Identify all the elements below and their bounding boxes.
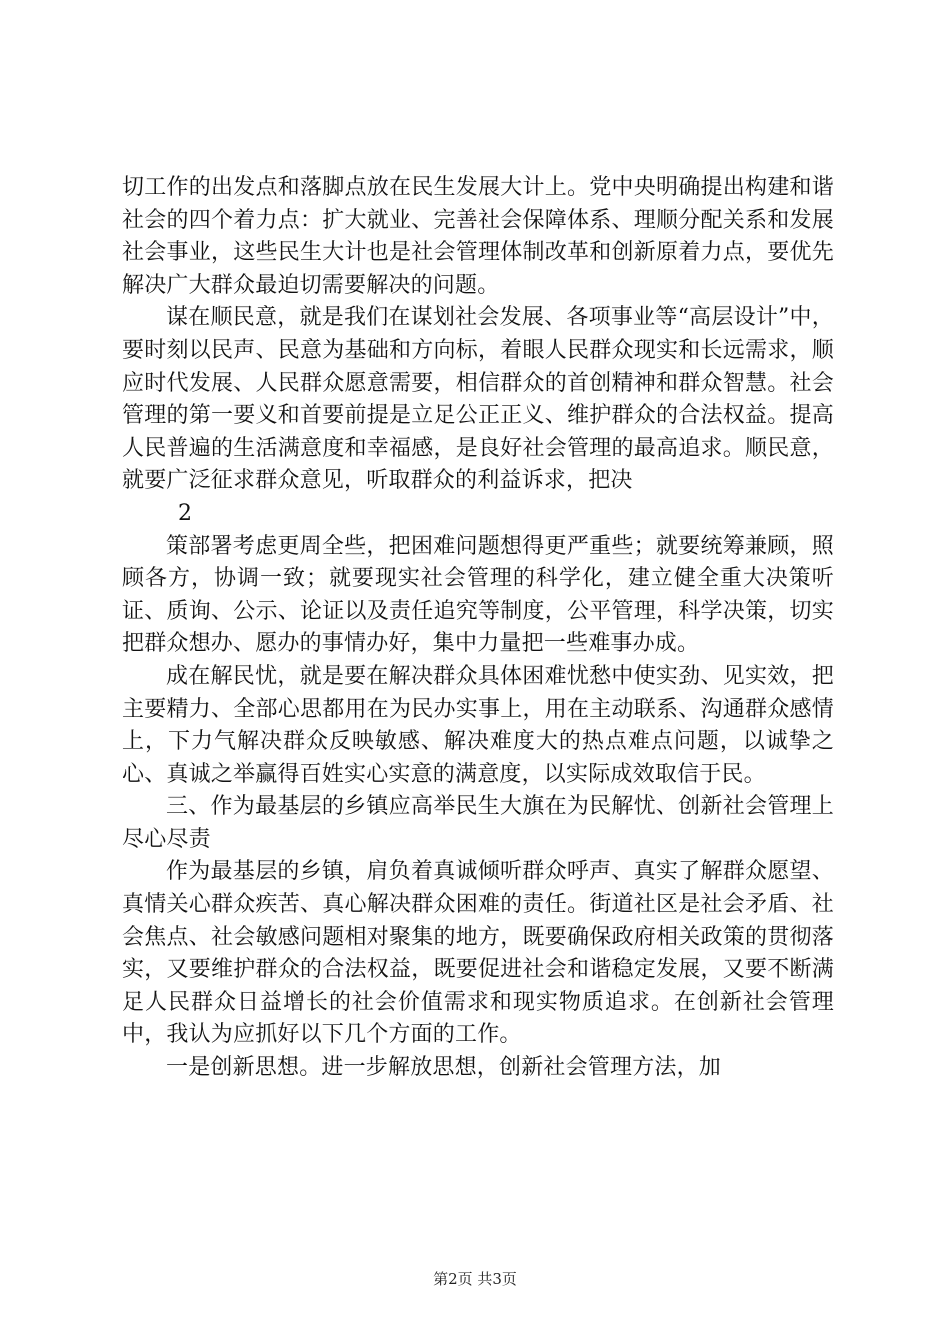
paragraph-2: 谋在顺民意，就是我们在谋划社会发展、各项事业等“高层设计”中，要时刻以民声、民意为基础和方向标，着眼人民群众现实和长远需求，顺应时代发展、人民群众愿意需要，相信群众的首创精神和群众智慧。社会管理的第一要义和首要前提是立足公正正义、维护群众的合法权益。提高人民普遍的生活满意度和幸福感，是良好社会管理的最高追求。顺民意，就要广泛征求群众意见，听取群众的利益诉求，把决	[122, 305, 834, 494]
paragraph-5: 作为最基层的乡镇，肩负着真诚倾听群众呼声、真实了解群众愿望、真情关心群众疾苦、真心解决群众困难的责任。街道社区是社会矛盾、社会焦点、社会敏感问题相对聚集的地方，既要确保政府相关政策的贯彻落实，又要维护群众的合法权益，既要促进社会和谐稳定发展，又要不断满足人民群众日益增长的社会价值需求和现实物质追求。在创新社会管理中，我认为应抓好以下几个方面的工作。	[122, 859, 834, 1048]
section-heading-3: 三、作为最基层的乡镇应高举民生大旗在为民解忧、创新社会管理上尽心尽责	[122, 794, 834, 852]
paragraph-6: 一是创新思想。进一步解放思想，创新社会管理方法，加	[166, 1055, 722, 1081]
inline-page-number: 2	[178, 500, 193, 526]
document-body	[122, 172, 834, 1085]
paragraph-4: 成在解民忧，就是要在解决群众具体困难忧愁中使实劲、见实效，把主要精力、全部心思都用在为民办实事上，用在主动联系、沟通群众感情上，下力气解决群众反映敏感、解决难度大的热点难点问题，以诚挚之心、真诚之举赢得百姓实心实意的满意度，以实际成效取信于民。	[122, 663, 834, 787]
page-footer: 第2页 共3页	[433, 1270, 517, 1288]
paragraph-1: 切工作的出发点和落脚点放在民生发展大计上。党中央明确提出构建和谐社会的四个着力点：扩大就业、完善社会保障体系、理顺分配关系和发展社会事业，这些民生大计也是社会管理体制改革和创新原着力点，要优先解决广大群众最迫切需要解决的问题。	[122, 175, 834, 298]
paragraph-3: 策部署考虑更周全些，把困难问题想得更严重些；就要统筹兼顾，照顾各方，协调一致；就要现实社会管理的科学化，建立健全重大决策听证、质询、公示、论证以及责任追究等制度，公平管理，科学决策，切实把群众想办、愿办的事情办好，集中力量把一些难事办成。	[122, 533, 834, 657]
